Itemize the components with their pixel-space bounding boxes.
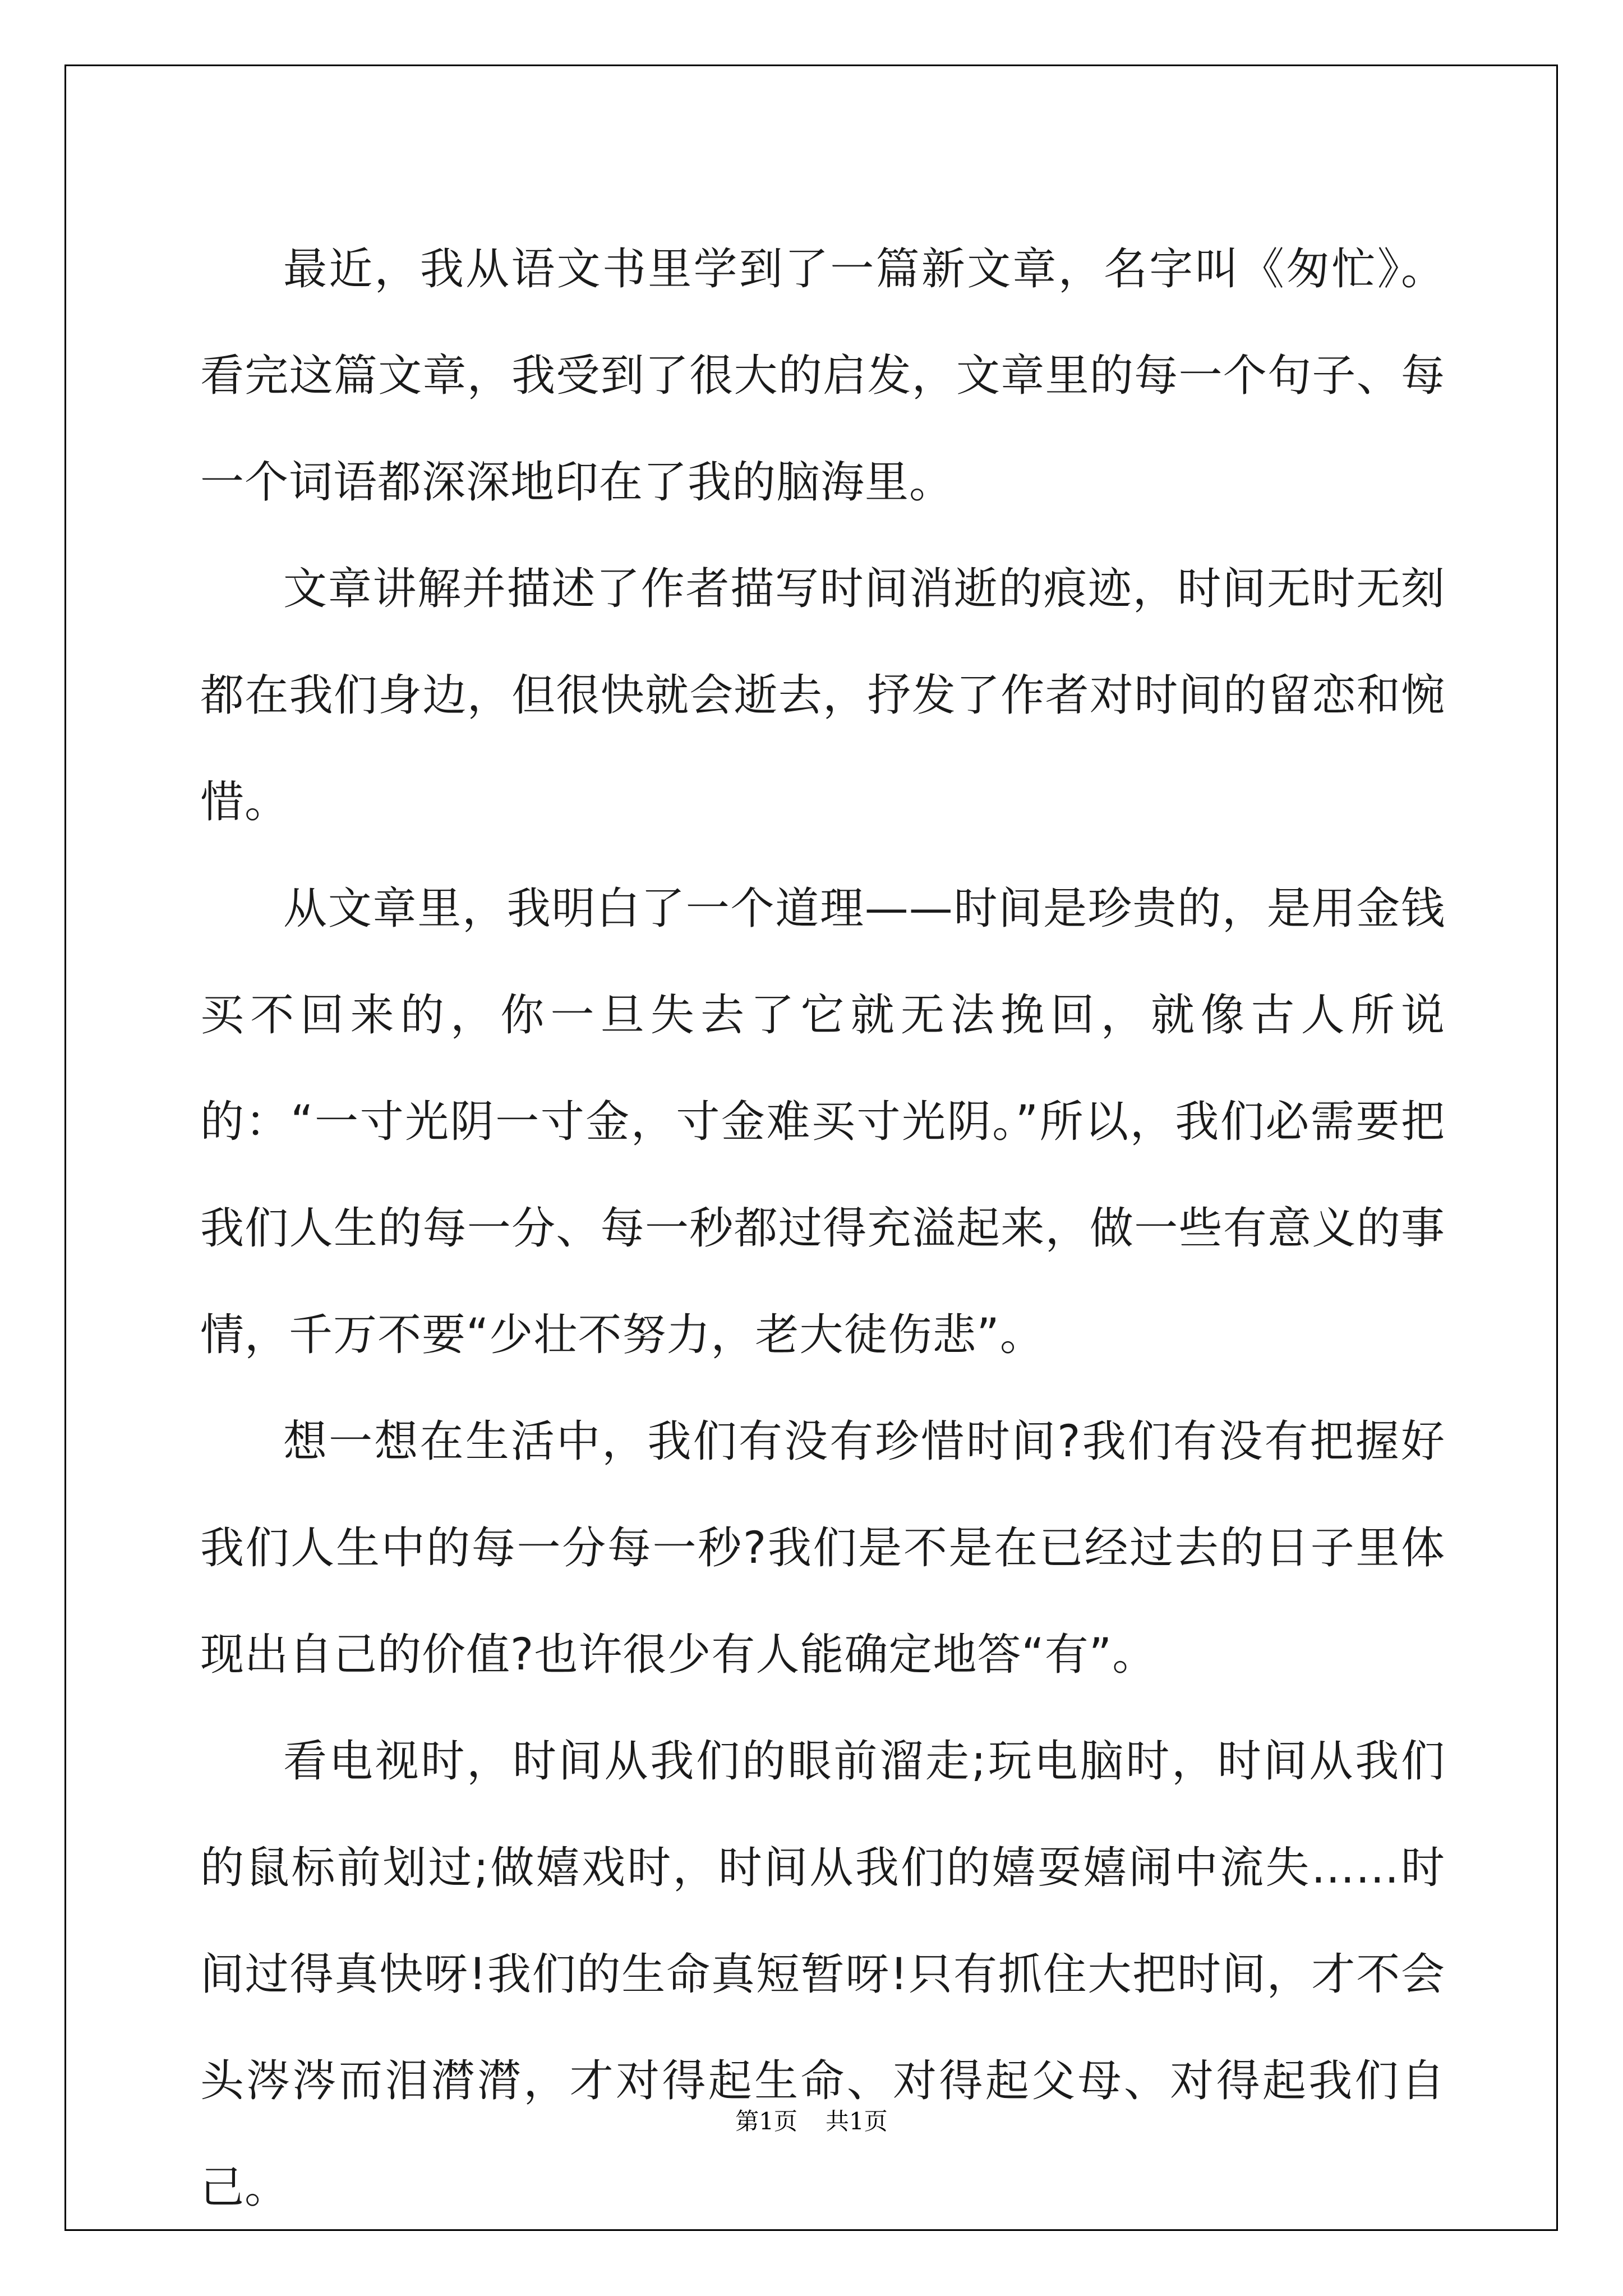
page-number: 第1页 <box>735 2108 797 2135</box>
paragraph-5: 看电视时，时间从我们的眼前溜走;玩电脑时，时间从我们的鼠标前划过;做嬉戏时，时间从我们的嬉耍嬉闹中流失……时间过得真快呀!我们的生命真短暂呀!只有抓住大把时间，才不会头涔涔而泪潸潸，才对得起生命、对得起父母、对得起我们自己。 <box>200 1736 1445 2213</box>
document-body <box>200 216 1445 2241</box>
paragraph-4: 想一想在生活中，我们有没有珍惜时间?我们有没有把握好我们人生中的每一分每一秒?我们是不是在已经过去的日子里体现出自己的价值?也许很少有人能确定地答“有”。 <box>200 1416 1445 1680</box>
paragraph-3: 从文章里，我明白了一个道理——时间是珍贵的，是用金钱买不回来的，你一旦失去了它就无法挽回，就像古人所说的：“一寸光阴一寸金，寸金难买寸光阴。”所以，我们必需要把我们人生的每一分、每一秒都过得充溢起来，做一些有意义的事情，千万不要“少壮不努力，老大徒伤悲”。 <box>200 884 1445 1360</box>
page-footer <box>0 2105 1623 2138</box>
paragraph-2: 文章讲解并描述了作者描写时间消逝的痕迹，时间无时无刻都在我们身边，但很快就会逝去，抒发了作者对时间的留恋和惋惜。 <box>200 564 1445 827</box>
paragraph-1: 最近，我从语文书里学到了一篇新文章，名字叫《匆忙》。看完这篇文章，我受到了很大的启发，文章里的每一个句子、每一个词语都深深地印在了我的脑海里。 <box>200 244 1445 508</box>
page-total: 共1页 <box>826 2108 888 2135</box>
